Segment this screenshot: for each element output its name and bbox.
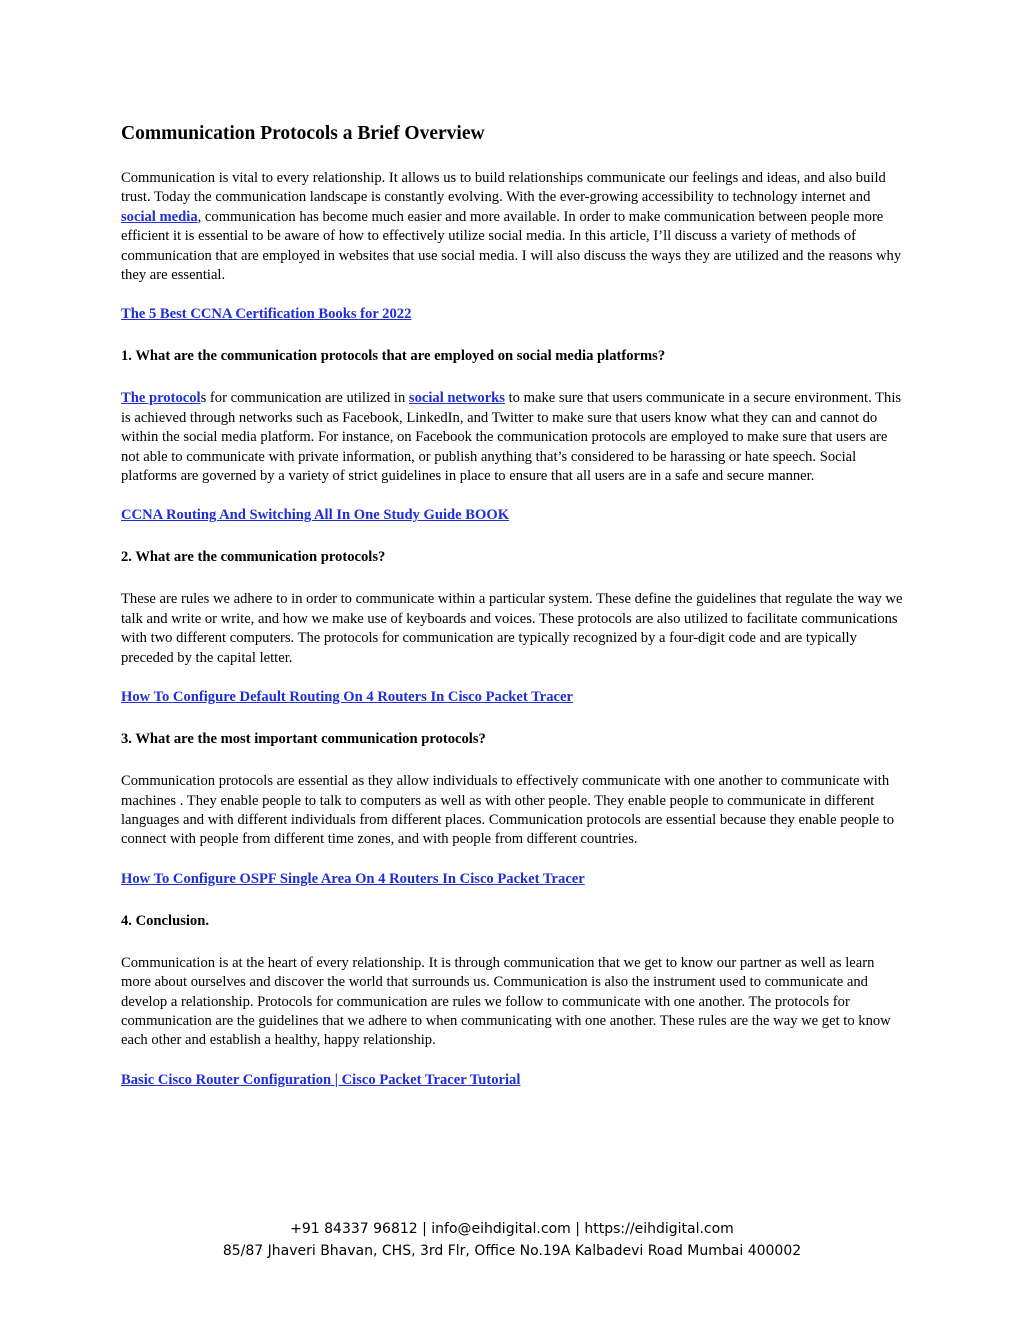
- page-footer: [0, 1218, 1024, 1262]
- intro-text-2: , communication has become much easier and more available. In order to make communication between people more efficient it is essential to be aware of how to effectively utilize social media. In this article, I’ll discuss a variety of methods of communication that are employed in websites that use social media. I will also discuss the ways they are utilized and the reasons why they are essential.: [121, 208, 902, 284]
- router-configuration-link[interactable]: Basic Cisco Router Configuration | Cisco Packet Tracer Tutorial: [121, 1071, 521, 1088]
- footer-contact: +91 84337 96812 | info@eihdigital.com | https://eihdigital.com: [290, 1221, 734, 1237]
- section-4-heading: 4. Conclusion.: [121, 912, 209, 929]
- footer-address: 85/87 Jhaveri Bhavan, CHS, 3rd Flr, Office No.19A Kalbadevi Road Mumbai 400002: [222, 1243, 802, 1259]
- section-3-body: Communication protocols are essential as they allow individuals to effectively communicate with one another to communicate with machines . They enable people to talk to computers as well as with other people. They enable people to communicate in different languages and with different individuals from different places. Communication protocols are essential because they enable people to connect with people from different time zones, and with people from different countries.: [121, 773, 895, 848]
- ospf-single-area-link[interactable]: How To Configure OSPF Single Area On 4 Routers In Cisco Packet Tracer: [121, 870, 585, 887]
- link-line-5: [121, 1071, 907, 1090]
- section-3-heading: 3. What are the most important communication protocols?: [121, 731, 486, 748]
- social-networks-link[interactable]: social networks: [408, 390, 505, 407]
- intro-text-1: Communication is vital to every relationship. It allows us to build relationships communicate our feelings and ideas, and also build trust. Today the communication landscape is constantly evolving. With the ever-growing accessibility to technology internet and: [121, 170, 886, 206]
- link-line-3: [121, 688, 907, 707]
- link-line-4: [121, 870, 907, 889]
- section-1-text-a: s for communication are utilized in: [200, 390, 409, 407]
- intro-paragraph: [121, 169, 907, 285]
- section-1-body: [121, 389, 907, 486]
- default-routing-link[interactable]: How To Configure Default Routing On 4 Routers In Cisco Packet Tracer: [121, 689, 573, 706]
- link-line-1: [121, 305, 907, 324]
- section-1-text-b: to make sure that users communicate in a secure environment. This is achieved through networks such as Facebook, LinkedIn, and Twitter to make sure that users know what they can and cannot do within the social media platform. For instance, on Facebook the communication protocols are employed to make sure that users are not able to communicate with private information, or publish anything that’s considered to be harassing or hate speech. Social platforms are governed by a variety of strict guidelines in place to ensure that all users are in a safe and secure manner.: [121, 390, 902, 485]
- ccna-books-link[interactable]: The 5 Best CCNA Certification Books for 2022: [121, 306, 412, 323]
- the-protocol-link[interactable]: The protocol: [121, 390, 201, 407]
- ccna-study-guide-link[interactable]: CCNA Routing And Switching All In One Study Guide BOOK: [121, 507, 510, 524]
- social-media-link[interactable]: social media: [121, 208, 198, 225]
- section-4-body: Communication is at the heart of every relationship. It is through communication that we get to know our partner as well as learn more about ourselves and discover the world that surrounds us. Communication is also the instrument used to communicate and develop a relationship. Protocols for communication are rules we follow to communicate with one another. The protocols for communication are the guidelines that we adhere to when communicating with one another. These rules are the way we get to know each other and establish a healthy, happy relationship.: [121, 954, 891, 1049]
- section-1-heading: 1. What are the communication protocols that are employed on social media platforms?: [121, 348, 666, 365]
- page-title: Communication Protocols a Brief Overview: [121, 123, 485, 144]
- section-2-body: These are rules we adhere to in order to communicate within a particular system. These define the guidelines that regulate the way we talk and write or write, and how we make use of keyboards and voices. These protocols are also utilized to facilitate communications with two different computers. The protocols for communication are typically recognized by a four-digit code and are typically preceded by the capital letter.: [121, 591, 903, 666]
- document-page: [121, 122, 907, 1113]
- link-line-2: [121, 506, 907, 525]
- section-2-heading: 2. What are the communication protocols?: [121, 549, 386, 566]
